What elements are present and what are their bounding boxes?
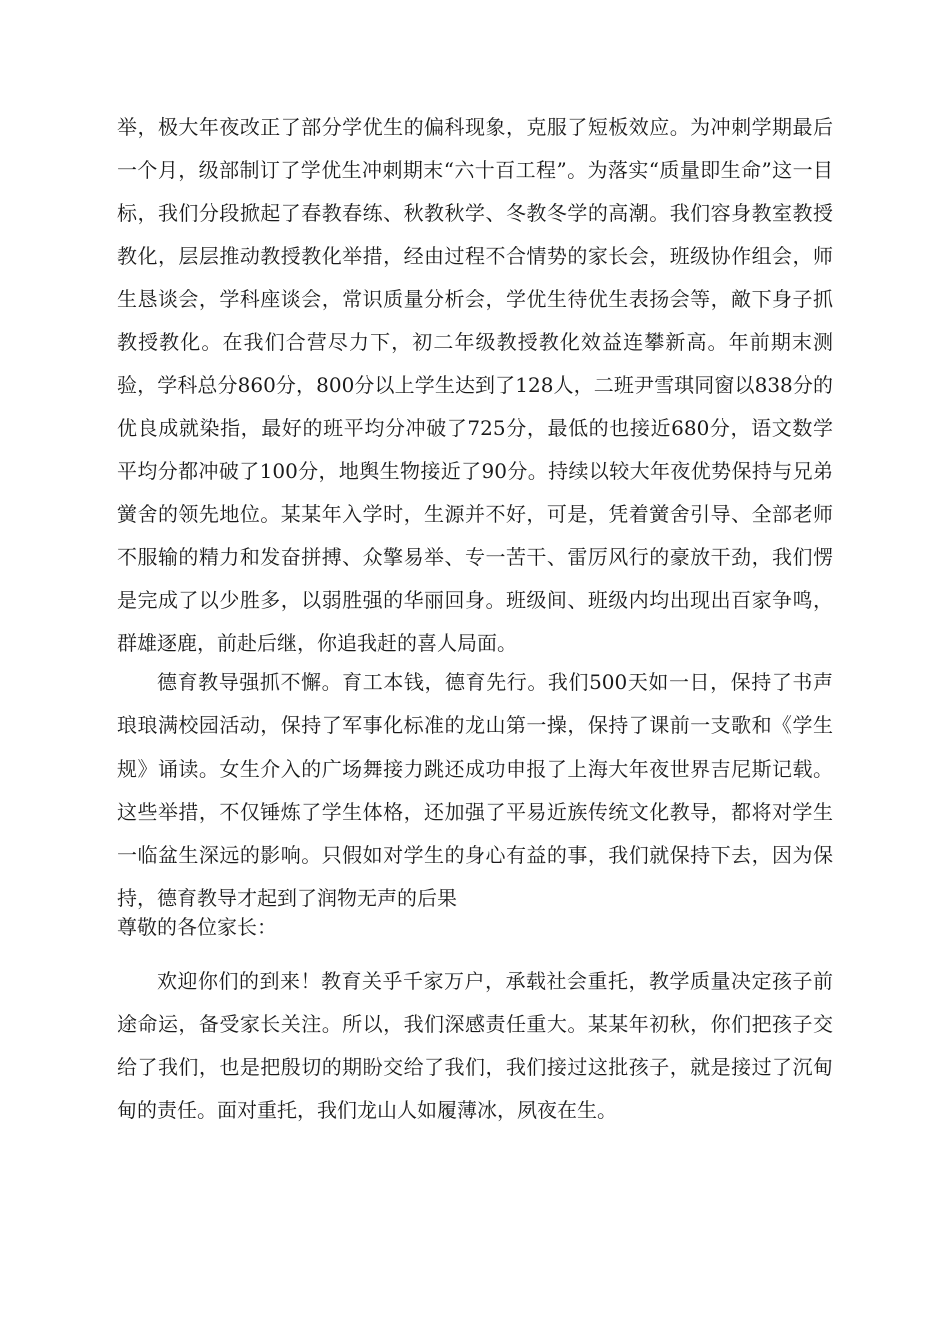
- body-paragraph-2: 德育教导强抓不懈。育工本钱，德育先行。我们500天如一日，保持了书声琅琅满校园活动，保持了军事化标准的龙山第一操，保持了课前一支歌和《学生规》诵读。女生介入的广场舞接力跳还成功申报了上海大年夜世界吉尼斯记载。这些举措，不仅锤炼了学生体格，还加强了平易近族传统文化教导，都将对学生一临盆生深远的影响。只假如对学生的身心有益的事，我们就保持下去，因为保持，德育教导才起到了润物无声的后果: [117, 670, 833, 911]
- body-paragraph-3: 欢迎你们的到来！教育关乎千家万户，承载社会重托，教学质量决定孩子前途命运，备受家长关注。所以，我们深感责任重大。某某年初秋，你们把孩子交给了我们，也是把殷切的期盼交给了我们，我们接过这批孩子，就是接过了沉甸甸的责任。面对重托，我们龙山人如履薄冰，夙夜在生。: [117, 969, 833, 1122]
- letter-greeting: 尊敬的各位家长：: [117, 915, 277, 939]
- body-paragraph-1: 举，极大年夜改正了部分学优生的偏科现象，克服了短板效应。为冲刺学期最后一个月，级部制订了学优生冲刺期末“六十百工程”。为落实“质量即生命”这一目标，我们分段掀起了春教春练、秋教秋学、冬教冬学的高潮。我们容身教室教授教化，层层推动教授教化举措，经由过程不合情势的家长会，班级协作组会，师生恳谈会，学科座谈会，常识质量分析会，学优生待优生表扬会等，敵下身子抓教授教化。在我们合营尽力下，初二年级教授教化效益连攀新高。年前期末测验，学科总分860分，800分以上学生达到了128人，二班尹雪琪同窗以838分的优良成就染指，最好的班平均分冲破了725分，最低的也接近680分，语文数学平均分都冲破了100分，地舆生物接近了90分。持续以较大年夜优势保持与兄弟黉舍的领先地位。某某年入学时，生源并不好，可是，凭着黉舍引导、全部老师不服输的精力和发奋拼搏、众擎易举、专一苦干、雷厉风行的豪放干劲，我们愣是完成了以少胜多，以弱胜强的华丽回身。班级间、班级内均出现出百家争鸣，群雄逐鹿，前赴后继，你追我赶的喜人局面。: [117, 115, 833, 655]
